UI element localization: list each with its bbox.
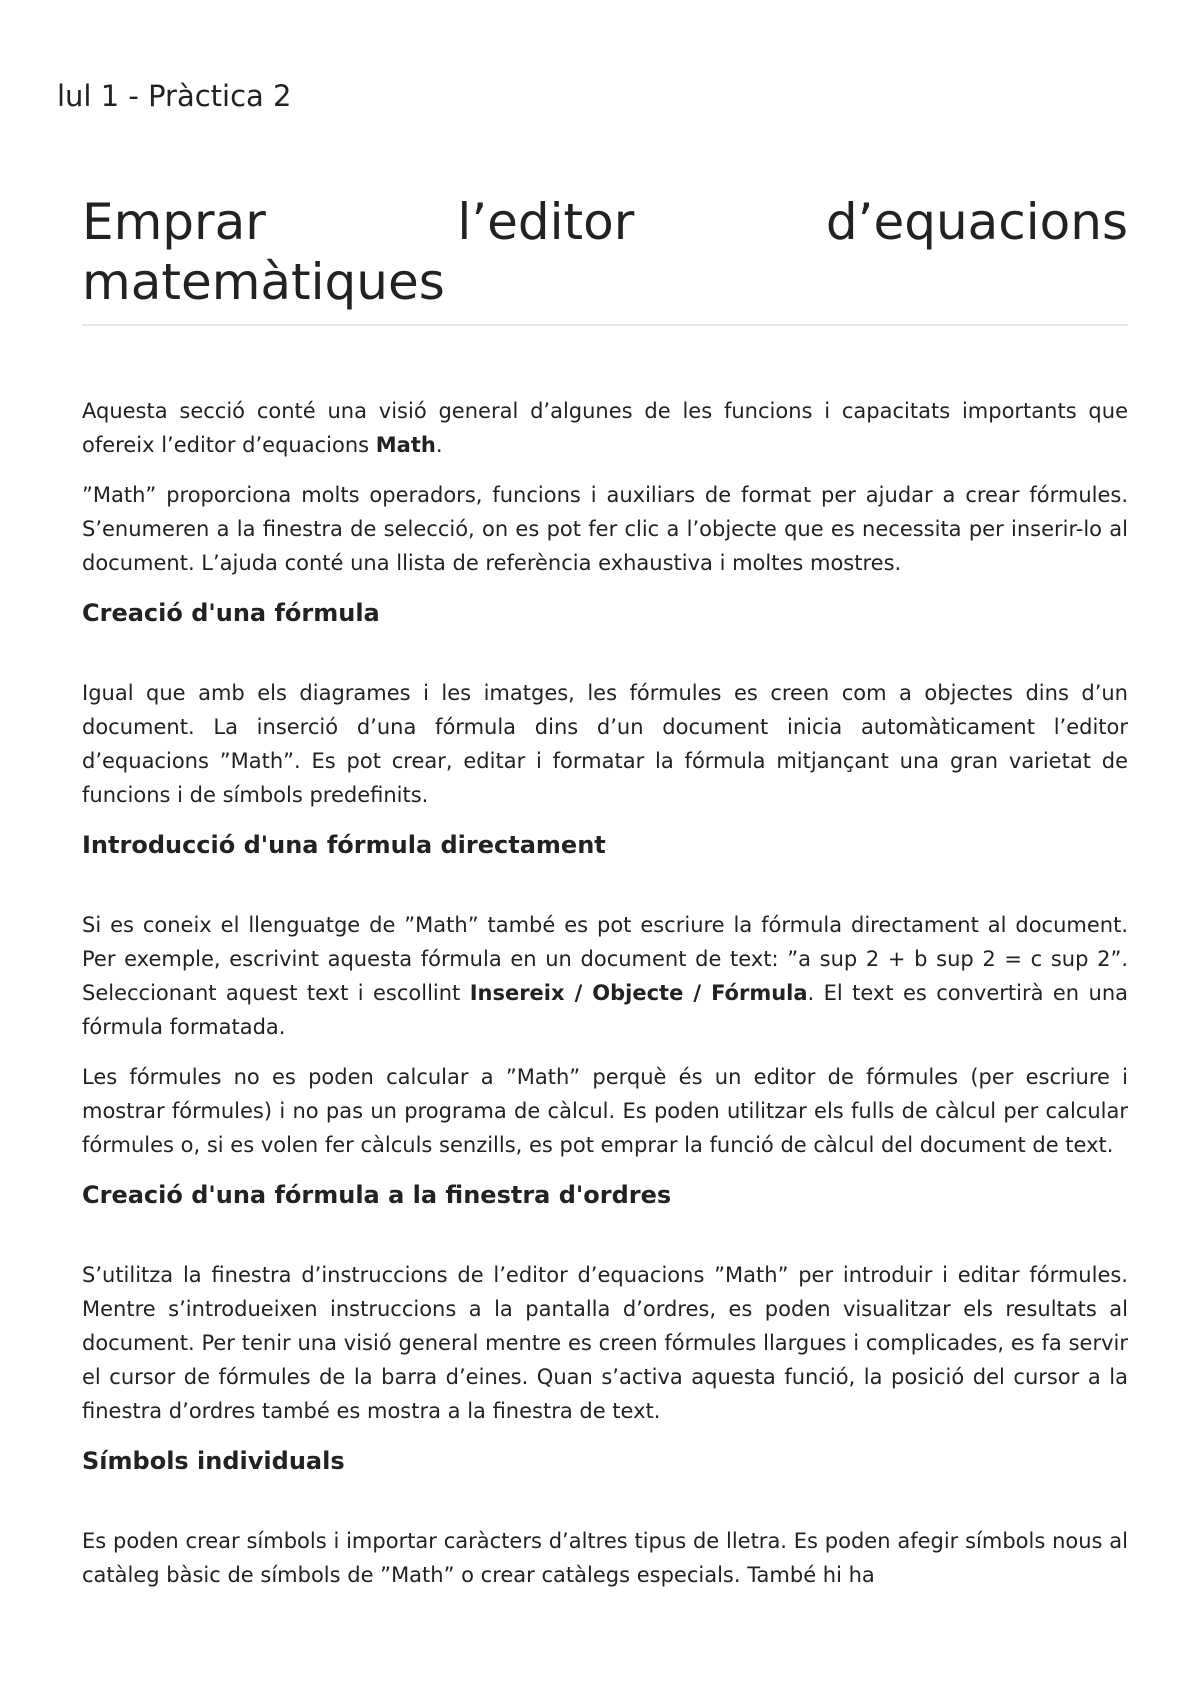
page-title: Emprar l’editor d’equacions matemàtiques [82, 192, 1128, 326]
section-paragraph: Si es coneix el llenguatge de ”Math” també es pot escriure la fórmula directament al document. Per exemple, escrivint aquesta fórmula en un document de text: ”a sup 2 + b sup 2 = c sup 2”. Seleccionant aquest text i escollint Insereix / Objecte / Fórmula. El text es convertirà en una fórmula formatada. [82, 913, 1128, 1039]
section-paragraph: Les fórmules no es poden calcular a ”Math” perquè és un editor de fórmules (per escriure i mostrar fórmules) i no pas un programa de càlcul. Es poden utilitzar els fulls de càlcul per calcular fórmules o, si es volen fer càlculs senzills, es pot emprar la funció de càlcul del document de text. [82, 1065, 1128, 1157]
section-paragraph: S’utilitza la finestra d’instruccions de l’editor d’equacions ”Math” per introduir i editar fórmules. Mentre s’introdueixen instruccions a la pantalla d’ordres, es poden visualitzar els resultats al document. Per tenir una visió general mentre es creen fórmules llargues i complicades, es fa servir el cursor de fórmules de la barra d’eines. Quan s’activa aquesta funció, la posició del cursor a la finestra d’ordres també es mostra a la finestra de text. [82, 1263, 1128, 1423]
intro-paragraph: ”Math” proporciona molts operadors, funcions i auxiliars de format per ajudar a crear fórmules. S’enumeren a la finestra de selecció, on es pot fer clic a l’objecte que es necessita per inserir-lo al document. L’ajuda conté una llista de referència exhaustiva i moltes mostres. [82, 483, 1128, 575]
section-paragraph: Es poden crear símbols i importar caràcters d’altres tipus de lletra. Es poden afegir símbols nous al catàleg bàsic de símbols de ”Math” o crear catàlegs especials. També hi ha [82, 1529, 1128, 1587]
header-title: lul 1 - Pràctica 2 [57, 79, 292, 113]
document-body [82, 192, 1128, 1608]
section-heading: Creació d'una fórmula [82, 599, 380, 627]
section-heading: Introducció d'una fórmula directament [82, 831, 606, 859]
section-heading: Símbols individuals [82, 1447, 345, 1475]
section-heading: Creació d'una fórmula a la finestra d'ordres [82, 1181, 672, 1209]
intro-paragraph: Aquesta secció conté una visió general d’algunes de les funcions i capacitats importants que ofereix l’editor d’equacions Math. [82, 399, 1128, 457]
section-paragraph: Igual que amb els diagrames i les imatges, les fórmules es creen com a objectes dins d’un document. La inserció d’una fórmula dins d’un document inicia automàticament l’editor d’equacions ”Math”. Es pot crear, editar i formatar la fórmula mitjançant una gran varietat de funcions i de símbols predefinits. [82, 681, 1128, 807]
